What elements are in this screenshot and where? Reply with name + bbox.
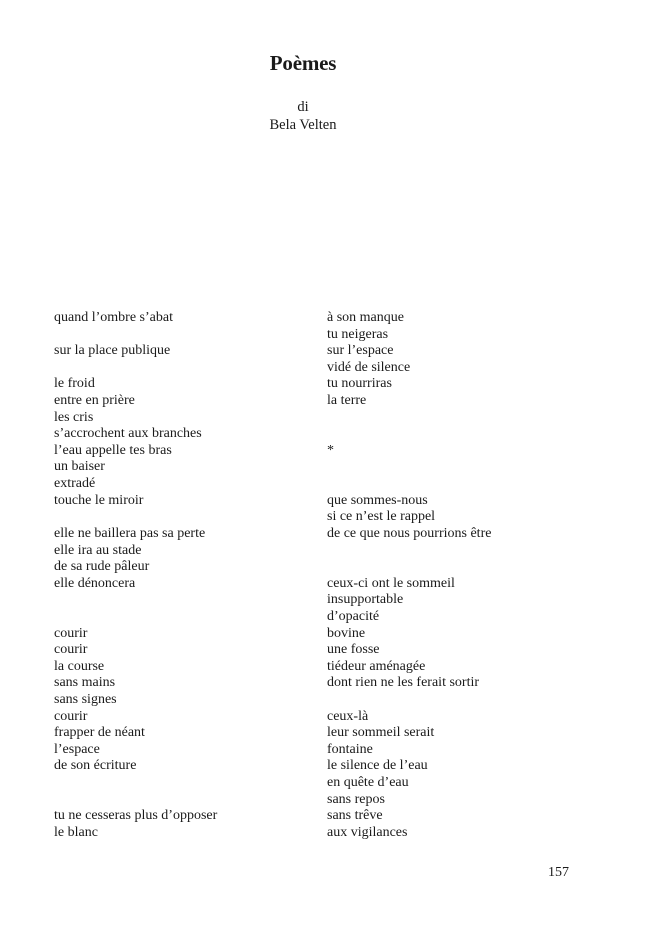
poem-line: insupportable	[327, 592, 404, 608]
poem-line: sans mains	[54, 675, 116, 691]
blank-line	[54, 792, 314, 809]
poem-line: tu ne cesseras plus d’opposer	[54, 808, 218, 824]
poem-line: le blanc	[54, 824, 98, 840]
blank-line	[54, 592, 314, 609]
poem-column-right	[327, 310, 577, 842]
poem-line: aux vigilances	[327, 824, 408, 840]
blank-line	[54, 775, 314, 792]
poem-line: l’espace	[54, 741, 100, 757]
poem-line: les cris	[54, 409, 94, 425]
poem-line: elle ira au stade	[54, 542, 142, 558]
poem-line: touche le miroir	[54, 492, 144, 508]
blank-line	[54, 509, 314, 526]
poem-line: frapper de néant	[54, 725, 145, 741]
poem-line: s’accrochent aux branches	[54, 426, 202, 442]
poem-line: elle ne baillera pas sa perte	[54, 525, 206, 541]
poem-line: de sa rude pâleur	[54, 559, 150, 575]
poem-line: que sommes-nous	[327, 492, 428, 508]
poem-line: ceux-ci ont le sommeil	[327, 575, 455, 591]
poem-line: courir	[54, 642, 88, 658]
blank-line	[327, 410, 577, 427]
poem-line: sans trêve	[327, 808, 383, 824]
poem-line: bovine	[327, 625, 366, 641]
poem-line: sur l’espace	[327, 343, 394, 359]
poem-line: de ce que nous pourrions être	[327, 525, 492, 541]
author-name: Bela Velten	[269, 117, 337, 133]
blank-line	[54, 360, 314, 377]
poem-line: d’opacité	[327, 608, 380, 624]
poem-line: courir	[54, 708, 88, 724]
poem-line: la terre	[327, 393, 367, 409]
poem-line: sans signes	[54, 692, 117, 708]
section-separator: *	[327, 442, 334, 458]
poem-line: ceux-là	[327, 708, 369, 724]
page-number: 157	[548, 865, 569, 880]
poem-line: leur sommeil serait	[327, 725, 435, 741]
blank-line	[54, 327, 314, 344]
blank-line	[327, 426, 577, 443]
poem-title: Poèmes	[269, 51, 337, 75]
blank-line	[327, 543, 577, 560]
poem-line: quand l’ombre s’abat	[54, 310, 173, 325]
poem-line: tu nourriras	[327, 376, 392, 392]
blank-line	[327, 559, 577, 576]
blank-line	[327, 459, 577, 476]
blank-line	[327, 692, 577, 709]
poem-line: tu neigeras	[327, 326, 389, 342]
blank-line	[327, 476, 577, 493]
poem-line: entre en prière	[54, 393, 135, 409]
poem-line: fontaine	[327, 741, 373, 757]
poem-line: dont rien ne les ferait sortir	[327, 675, 480, 691]
poem-line: elle dénoncera	[54, 575, 136, 591]
poem-column-left	[54, 310, 314, 842]
poem-line: sans repos	[327, 791, 385, 807]
byline-preposition: di	[297, 99, 309, 115]
poem-line: de son écriture	[54, 758, 137, 774]
poem-line: extradé	[54, 476, 96, 492]
poem-line: vidé de silence	[327, 359, 411, 375]
poem-line: à son manque	[327, 310, 404, 325]
poem-line: en quête d’eau	[327, 775, 409, 791]
poem-line: un baiser	[54, 459, 105, 475]
poem-line: sur la place publique	[54, 343, 171, 359]
poem-line: courir	[54, 625, 88, 641]
poem-line: l’eau appelle tes bras	[54, 442, 172, 458]
poem-line: la course	[54, 658, 105, 674]
blank-line	[54, 609, 314, 626]
poem-line: le froid	[54, 376, 95, 392]
poem-line: si ce n’est le rappel	[327, 509, 436, 525]
poem-line: le silence de l’eau	[327, 758, 428, 774]
poem-line: une fosse	[327, 642, 380, 658]
byline	[0, 98, 606, 134]
poem-line: tiédeur aménagée	[327, 658, 426, 674]
